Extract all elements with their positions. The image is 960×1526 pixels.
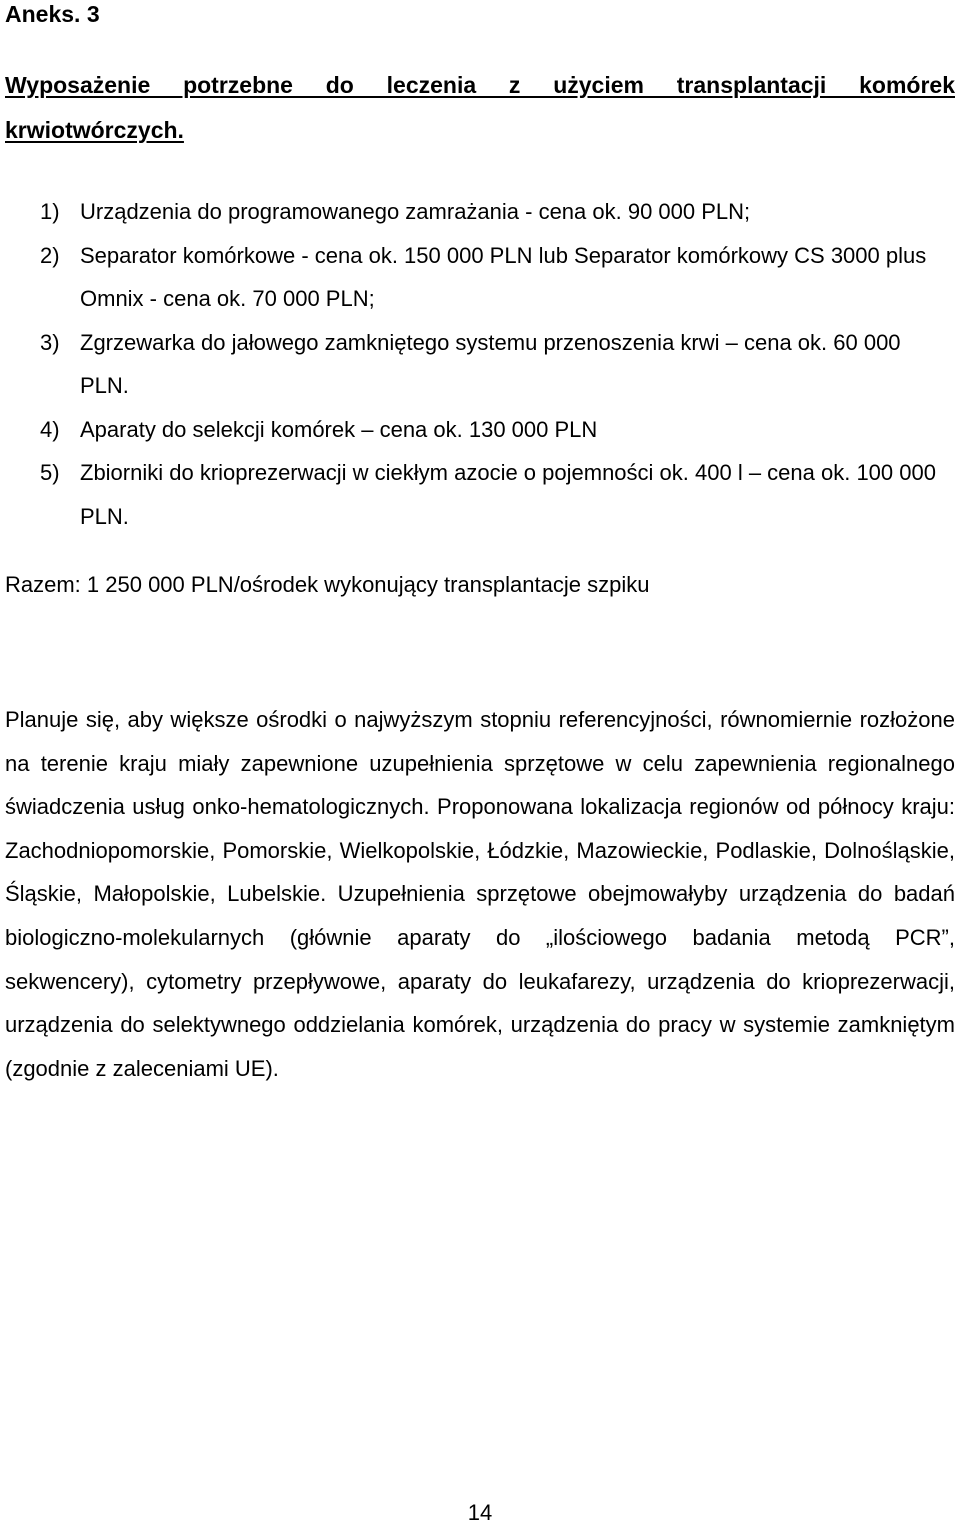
list-item-number: 2) (40, 242, 60, 268)
list-item-text: Urządzenia do programowanego zamrażania - cena ok. 90 000 PLN; (80, 199, 751, 224)
list-item (40, 321, 940, 408)
list-item-number: 1) (40, 199, 60, 224)
list-item (40, 451, 940, 538)
equipment-list (40, 190, 940, 538)
list-item-number: 3) (40, 329, 60, 355)
annex-label: Aneks. 3 (5, 1, 100, 27)
list-item-text: Zbiorniki do krioprezerwacji w ciekłym azocie o pojemności ok. 400 l – cena ok. 100 000 PLN. (80, 460, 936, 529)
list-item (40, 190, 940, 234)
list-item (40, 408, 940, 452)
list-item-text: Zgrzewarka do jałowego zamkniętego systemu przenoszenia krwi – cena ok. 60 000 PLN. (80, 329, 901, 398)
list-item-text: Aparaty do selekcji komórek – cena ok. 130 000 PLN (80, 416, 598, 442)
document-title-text: Wyposażenie potrzebne do leczenia z użyciem transplantacji komórek krwiotwórczych. (5, 72, 955, 143)
page-number: 14 (467, 1500, 493, 1525)
list-item-number: 4) (40, 416, 60, 442)
body-paragraph: Planuje się, aby większe ośrodki o najwyższym stopniu referencyjności, równomiernie rozłożone na terenie kraju miały zapewnione uzupełnienia sprzętowe w celu zapewnienia regionalnego świadczenia usług onko-hematologicznych. Proponowana lokalizacja regionów od północy kraju: Zachodniopomorskie, Pomorskie, Wielkopolskie, Łódzkie, Mazowieckie, Podlaskie, Dolnośląskie, Śląskie, Małopolskie, Lubelskie. Uzupełnienia sprzętowe obejmowałyby urządzenia do badań biologiczno-molekularnych (głównie aparaty do „ilościowego badania metodą PCR”, sekwencery), cytometry przepływowe, aparaty do leukafarezy, urządzenia do krioprezerwacji, urządzenia do selektywnego oddzielania komórek, urządzenia do pracy w systemie zamkniętym (zgodnie z zaleceniami UE). (5, 707, 955, 1081)
total-cost: Razem: 1 250 000 PLN/ośrodek wykonujący transplantacje szpiku (5, 572, 650, 597)
list-item-text: Separator komórkowe - cena ok. 150 000 PLN lub Separator komórkowy CS 3000 plus Omnix - cena ok. 70 000 PLN; (80, 242, 927, 311)
list-item-number: 5) (40, 460, 60, 485)
list-item (40, 234, 940, 321)
document-title (5, 63, 955, 153)
